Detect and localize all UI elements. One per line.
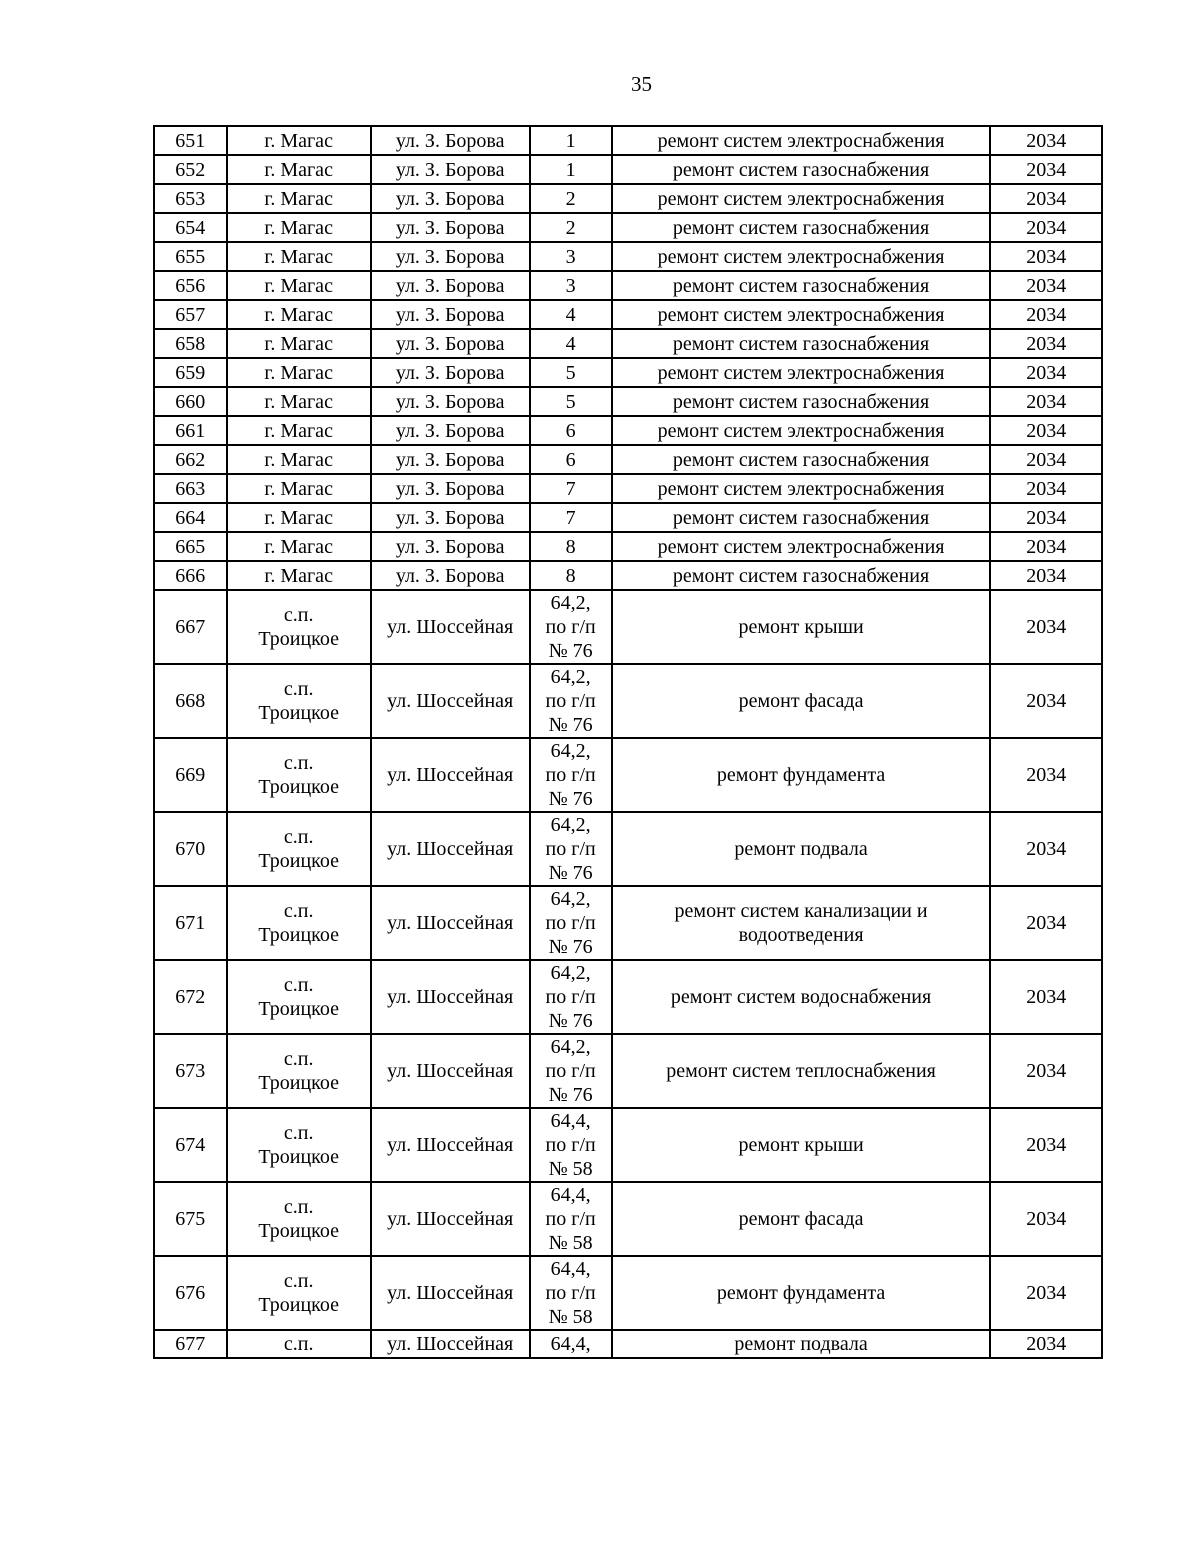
settlement-cell-line: Троицкое bbox=[258, 702, 339, 724]
table-row bbox=[154, 300, 1102, 329]
table-row bbox=[154, 242, 1102, 271]
table-row bbox=[154, 960, 1102, 1034]
house-number-cell-line: по г/п bbox=[545, 1134, 596, 1156]
house-number-cell bbox=[530, 271, 612, 300]
row-number-cell: 676 bbox=[154, 1256, 227, 1330]
work-type-cell-line: ремонт систем электроснабжения bbox=[657, 535, 945, 558]
settlement-cell: г. Магас bbox=[227, 416, 371, 445]
street-cell: ул. З. Борова bbox=[371, 242, 530, 271]
work-type-cell-line: ремонт систем газоснабжения bbox=[672, 216, 930, 239]
house-number-cell-line: 6 bbox=[565, 419, 576, 442]
year-cell: 2034 bbox=[990, 960, 1102, 1034]
work-type-cell bbox=[612, 387, 991, 416]
work-type-cell-line: ремонт систем газоснабжения bbox=[672, 506, 930, 529]
street-cell: ул. Шоссейная bbox=[371, 664, 530, 738]
street-cell: ул. З. Борова bbox=[371, 503, 530, 532]
street-cell: ул. З. Борова bbox=[371, 271, 530, 300]
table-row bbox=[154, 126, 1102, 155]
house-number-cell-line: 2 bbox=[565, 187, 576, 210]
row-number-cell: 651 bbox=[154, 126, 227, 155]
house-number-cell bbox=[530, 184, 612, 213]
year-cell: 2034 bbox=[990, 886, 1102, 960]
table-row bbox=[154, 1256, 1102, 1330]
house-number-cell bbox=[530, 664, 612, 738]
year-cell: 2034 bbox=[990, 1182, 1102, 1256]
work-type-cell bbox=[612, 213, 991, 242]
street-cell: ул. З. Борова bbox=[371, 387, 530, 416]
settlement-cell bbox=[227, 886, 371, 960]
settlement-cell: г. Магас bbox=[227, 155, 371, 184]
year-cell: 2034 bbox=[990, 812, 1102, 886]
year-cell: 2034 bbox=[990, 213, 1102, 242]
row-number-cell: 669 bbox=[154, 738, 227, 812]
house-number-cell-line: 64,2, bbox=[550, 740, 591, 762]
year-cell: 2034 bbox=[990, 126, 1102, 155]
street-cell: ул. Шоссейная bbox=[371, 1108, 530, 1182]
settlement-cell-line: Троицкое bbox=[258, 1146, 339, 1168]
house-number-cell bbox=[530, 300, 612, 329]
work-type-cell bbox=[612, 1256, 991, 1330]
house-number-cell-line: 64,4, bbox=[550, 1110, 591, 1132]
work-type-cell-line: ремонт систем газоснабжения bbox=[672, 158, 930, 181]
work-type-cell bbox=[612, 300, 991, 329]
work-type-cell bbox=[612, 329, 991, 358]
street-cell: ул. З. Борова bbox=[371, 416, 530, 445]
year-cell: 2034 bbox=[990, 532, 1102, 561]
work-type-cell bbox=[612, 1182, 991, 1256]
settlement-cell-line: с.п. bbox=[283, 1048, 314, 1070]
year-cell: 2034 bbox=[990, 474, 1102, 503]
house-number-cell-line: 3 bbox=[565, 274, 576, 297]
settlement-cell-line: с.п. bbox=[283, 1196, 314, 1218]
house-number-cell-line: № 76 bbox=[548, 714, 593, 736]
house-number-cell-line: по г/п bbox=[545, 986, 596, 1008]
year-cell: 2034 bbox=[990, 184, 1102, 213]
settlement-cell: г. Магас bbox=[227, 561, 371, 590]
work-type-cell-line: ремонт систем электроснабжения bbox=[657, 129, 945, 152]
work-type-cell-line: ремонт систем электроснабжения bbox=[657, 477, 945, 500]
house-number-cell-line: 1 bbox=[565, 158, 576, 181]
row-number-cell: 660 bbox=[154, 387, 227, 416]
street-cell: ул. Шоссейная bbox=[371, 960, 530, 1034]
table-row bbox=[154, 1034, 1102, 1108]
table-row bbox=[154, 271, 1102, 300]
year-cell: 2034 bbox=[990, 271, 1102, 300]
year-cell: 2034 bbox=[990, 329, 1102, 358]
street-cell: ул. З. Борова bbox=[371, 300, 530, 329]
work-type-cell bbox=[612, 1330, 991, 1358]
settlement-cell bbox=[227, 1256, 371, 1330]
year-cell: 2034 bbox=[990, 300, 1102, 329]
settlement-cell-line: Троицкое bbox=[258, 850, 339, 872]
house-number-cell-line: 64,2, bbox=[550, 814, 591, 836]
house-number-cell bbox=[530, 738, 612, 812]
street-cell: ул. Шоссейная bbox=[371, 1034, 530, 1108]
house-number-cell bbox=[530, 358, 612, 387]
house-number-cell bbox=[530, 474, 612, 503]
house-number-cell bbox=[530, 1182, 612, 1256]
work-type-cell bbox=[612, 184, 991, 213]
house-number-cell-line: 8 bbox=[565, 535, 576, 558]
table-row bbox=[154, 184, 1102, 213]
house-number-cell-line: № 76 bbox=[548, 1010, 593, 1032]
table-row bbox=[154, 387, 1102, 416]
row-number-cell: 672 bbox=[154, 960, 227, 1034]
settlement-cell-line: с.п. bbox=[283, 678, 314, 700]
street-cell: ул. Шоссейная bbox=[371, 1330, 530, 1358]
house-number-cell-line: 64,2, bbox=[550, 592, 591, 614]
row-number-cell: 677 bbox=[154, 1330, 227, 1358]
house-number-cell bbox=[530, 503, 612, 532]
settlement-cell: г. Магас bbox=[227, 329, 371, 358]
settlement-cell: г. Магас bbox=[227, 213, 371, 242]
house-number-cell bbox=[530, 213, 612, 242]
house-number-cell bbox=[530, 445, 612, 474]
settlement-cell-line: с.п. bbox=[283, 1122, 314, 1144]
table-row bbox=[154, 155, 1102, 184]
settlement-cell bbox=[227, 1182, 371, 1256]
street-cell: ул. Шоссейная bbox=[371, 812, 530, 886]
street-cell: ул. Шоссейная bbox=[371, 1182, 530, 1256]
work-type-cell-line: ремонт фасада bbox=[738, 690, 864, 712]
settlement-cell: г. Магас bbox=[227, 474, 371, 503]
house-number-cell bbox=[530, 590, 612, 664]
house-number-cell-line: 64,2, bbox=[550, 962, 591, 984]
settlement-cell bbox=[227, 812, 371, 886]
work-type-cell bbox=[612, 271, 991, 300]
settlement-cell-line: Троицкое bbox=[258, 1220, 339, 1242]
work-type-cell-line: ремонт систем электроснабжения bbox=[657, 187, 945, 210]
work-type-cell-line: ремонт крыши bbox=[738, 1134, 864, 1156]
house-number-cell bbox=[530, 886, 612, 960]
house-number-cell-line: по г/п bbox=[545, 690, 596, 712]
work-type-cell bbox=[612, 590, 991, 664]
row-number-cell: 675 bbox=[154, 1182, 227, 1256]
work-type-cell-line: ремонт фундамента bbox=[716, 1282, 886, 1304]
house-number-cell-line: 64,4, bbox=[550, 1258, 591, 1280]
row-number-cell: 652 bbox=[154, 155, 227, 184]
house-number-cell-line: 3 bbox=[565, 245, 576, 268]
table-row bbox=[154, 1108, 1102, 1182]
row-number-cell: 653 bbox=[154, 184, 227, 213]
settlement-cell bbox=[227, 738, 371, 812]
street-cell: ул. З. Борова bbox=[371, 126, 530, 155]
row-number-cell: 671 bbox=[154, 886, 227, 960]
house-number-cell-line: 6 bbox=[565, 448, 576, 471]
settlement-cell-line: с.п. bbox=[283, 752, 314, 774]
year-cell: 2034 bbox=[990, 358, 1102, 387]
street-cell: ул. З. Борова bbox=[371, 358, 530, 387]
street-cell: ул. Шоссейная bbox=[371, 738, 530, 812]
work-type-cell bbox=[612, 561, 991, 590]
work-type-cell bbox=[612, 155, 991, 184]
row-number-cell: 661 bbox=[154, 416, 227, 445]
house-number-cell bbox=[530, 561, 612, 590]
settlement-cell: г. Магас bbox=[227, 126, 371, 155]
work-type-cell bbox=[612, 532, 991, 561]
settlement-cell: г. Магас bbox=[227, 532, 371, 561]
year-cell: 2034 bbox=[990, 664, 1102, 738]
house-number-cell bbox=[530, 960, 612, 1034]
street-cell: ул. Шоссейная bbox=[371, 886, 530, 960]
house-number-cell-line: 5 bbox=[565, 361, 576, 384]
work-type-cell-line: ремонт систем газоснабжения bbox=[672, 332, 930, 355]
house-number-cell-line: по г/п bbox=[545, 838, 596, 860]
work-type-cell bbox=[612, 664, 991, 738]
work-type-cell-line: ремонт систем электроснабжения bbox=[657, 303, 945, 326]
house-number-cell-line: по г/п bbox=[545, 1282, 596, 1304]
work-type-cell-line: ремонт подвала bbox=[734, 1333, 868, 1355]
settlement-cell bbox=[227, 960, 371, 1034]
year-cell: 2034 bbox=[990, 416, 1102, 445]
work-type-cell-line: ремонт крыши bbox=[738, 616, 864, 638]
house-number-cell-line: № 76 bbox=[548, 640, 593, 662]
work-type-cell-line: ремонт систем газоснабжения bbox=[672, 390, 930, 413]
street-cell: ул. З. Борова bbox=[371, 184, 530, 213]
work-type-cell-line: ремонт систем электроснабжения bbox=[657, 361, 945, 384]
table-row bbox=[154, 1182, 1102, 1256]
house-number-cell bbox=[530, 416, 612, 445]
street-cell: ул. З. Борова bbox=[371, 155, 530, 184]
street-cell: ул. З. Борова bbox=[371, 532, 530, 561]
work-type-cell bbox=[612, 242, 991, 271]
work-type-cell-line: ремонт систем газоснабжения bbox=[672, 274, 930, 297]
house-number-cell bbox=[530, 242, 612, 271]
table-row bbox=[154, 329, 1102, 358]
house-number-cell-line: № 58 bbox=[548, 1306, 593, 1328]
settlement-cell-line: Троицкое bbox=[258, 628, 339, 650]
settlement-cell-line: с.п. bbox=[283, 974, 314, 996]
year-cell: 2034 bbox=[990, 738, 1102, 812]
settlement-cell bbox=[227, 590, 371, 664]
settlement-cell: г. Магас bbox=[227, 445, 371, 474]
street-cell: ул. З. Борова bbox=[371, 445, 530, 474]
work-type-cell-line: ремонт подвала bbox=[734, 838, 868, 860]
settlement-cell: г. Магас bbox=[227, 358, 371, 387]
settlement-cell-line: с.п. bbox=[283, 900, 314, 922]
table-row bbox=[154, 474, 1102, 503]
house-number-cell-line: 64,2, bbox=[550, 1036, 591, 1058]
street-cell: ул. З. Борова bbox=[371, 213, 530, 242]
table-row bbox=[154, 812, 1102, 886]
settlement-cell-line: с.п. bbox=[283, 1270, 314, 1292]
house-number-cell-line: № 76 bbox=[548, 1084, 593, 1106]
settlement-cell-line: Троицкое bbox=[258, 998, 339, 1020]
row-number-cell: 654 bbox=[154, 213, 227, 242]
year-cell: 2034 bbox=[990, 445, 1102, 474]
house-number-cell bbox=[530, 155, 612, 184]
street-cell: ул. З. Борова bbox=[371, 329, 530, 358]
work-type-cell bbox=[612, 503, 991, 532]
row-number-cell: 662 bbox=[154, 445, 227, 474]
work-type-cell-line: ремонт фасада bbox=[738, 1208, 864, 1230]
table-row bbox=[154, 590, 1102, 664]
table-row bbox=[154, 416, 1102, 445]
work-type-cell-line: ремонт систем водоснабжения bbox=[670, 986, 932, 1008]
work-type-cell bbox=[612, 812, 991, 886]
street-cell: ул. З. Борова bbox=[371, 474, 530, 503]
house-number-cell-line: № 76 bbox=[548, 862, 593, 884]
settlement-cell-line: с.п. bbox=[283, 604, 314, 626]
work-type-cell bbox=[612, 474, 991, 503]
house-number-cell bbox=[530, 1330, 612, 1358]
settlement-cell bbox=[227, 1108, 371, 1182]
settlement-cell: г. Магас bbox=[227, 503, 371, 532]
house-number-cell-line: 4 bbox=[565, 332, 576, 355]
row-number-cell: 668 bbox=[154, 664, 227, 738]
table-body bbox=[154, 126, 1102, 1358]
house-number-cell-line: 5 bbox=[565, 390, 576, 413]
row-number-cell: 663 bbox=[154, 474, 227, 503]
row-number-cell: 658 bbox=[154, 329, 227, 358]
table-row bbox=[154, 1330, 1102, 1358]
settlement-cell bbox=[227, 664, 371, 738]
house-number-cell-line: № 76 bbox=[548, 936, 593, 958]
house-number-cell-line: 64,2, bbox=[550, 888, 591, 910]
house-number-cell-line: 64,2, bbox=[550, 666, 591, 688]
row-number-cell: 670 bbox=[154, 812, 227, 886]
work-type-cell bbox=[612, 445, 991, 474]
year-cell: 2034 bbox=[990, 503, 1102, 532]
table-row bbox=[154, 445, 1102, 474]
work-type-cell-line: ремонт систем газоснабжения bbox=[672, 448, 930, 471]
work-type-cell bbox=[612, 416, 991, 445]
house-number-cell bbox=[530, 126, 612, 155]
house-number-cell-line: № 58 bbox=[548, 1158, 593, 1180]
house-number-cell-line: по г/п bbox=[545, 912, 596, 934]
work-type-cell-line: ремонт систем канализации и bbox=[674, 900, 928, 922]
house-number-cell bbox=[530, 812, 612, 886]
house-number-cell-line: № 76 bbox=[548, 788, 593, 810]
house-number-cell bbox=[530, 387, 612, 416]
row-number-cell: 659 bbox=[154, 358, 227, 387]
repair-schedule-table bbox=[153, 125, 1103, 1359]
house-number-cell-line: по г/п bbox=[545, 764, 596, 786]
table-row bbox=[154, 532, 1102, 561]
house-number-cell-line: 7 bbox=[565, 506, 576, 529]
settlement-cell: г. Магас bbox=[227, 387, 371, 416]
work-type-cell-line: ремонт фундамента bbox=[716, 764, 886, 786]
year-cell: 2034 bbox=[990, 1256, 1102, 1330]
settlement-cell: г. Магас bbox=[227, 300, 371, 329]
work-type-cell-line: ремонт систем газоснабжения bbox=[672, 564, 930, 587]
table-row bbox=[154, 213, 1102, 242]
settlement-cell-line: Троицкое bbox=[258, 924, 339, 946]
house-number-cell-line: по г/п bbox=[545, 1208, 596, 1230]
table-row bbox=[154, 664, 1102, 738]
row-number-cell: 673 bbox=[154, 1034, 227, 1108]
work-type-cell bbox=[612, 1108, 991, 1182]
row-number-cell: 674 bbox=[154, 1108, 227, 1182]
house-number-cell-line: 1 bbox=[565, 129, 576, 152]
house-number-cell-line: 8 bbox=[565, 564, 576, 587]
house-number-cell bbox=[530, 532, 612, 561]
row-number-cell: 664 bbox=[154, 503, 227, 532]
table-row bbox=[154, 738, 1102, 812]
settlement-cell: г. Магас bbox=[227, 242, 371, 271]
year-cell: 2034 bbox=[990, 1108, 1102, 1182]
work-type-cell bbox=[612, 886, 991, 960]
table-row bbox=[154, 503, 1102, 532]
house-number-cell-line: по г/п bbox=[545, 616, 596, 638]
settlement-cell-line: Троицкое bbox=[258, 776, 339, 798]
settlement-cell-line: с.п. bbox=[283, 1333, 314, 1355]
house-number-cell-line: 4 bbox=[565, 303, 576, 326]
house-number-cell-line: 64,4, bbox=[550, 1184, 591, 1206]
year-cell: 2034 bbox=[990, 387, 1102, 416]
year-cell: 2034 bbox=[990, 242, 1102, 271]
house-number-cell bbox=[530, 1108, 612, 1182]
settlement-cell-line: Троицкое bbox=[258, 1294, 339, 1316]
year-cell: 2034 bbox=[990, 561, 1102, 590]
work-type-cell-line: ремонт систем электроснабжения bbox=[657, 245, 945, 268]
work-type-cell bbox=[612, 358, 991, 387]
row-number-cell: 656 bbox=[154, 271, 227, 300]
street-cell: ул. З. Борова bbox=[371, 561, 530, 590]
year-cell: 2034 bbox=[990, 1034, 1102, 1108]
row-number-cell: 655 bbox=[154, 242, 227, 271]
row-number-cell: 667 bbox=[154, 590, 227, 664]
settlement-cell bbox=[227, 1330, 371, 1358]
work-type-cell bbox=[612, 738, 991, 812]
house-number-cell bbox=[530, 1034, 612, 1108]
work-type-cell-line: водоотведения bbox=[738, 924, 864, 946]
table-row bbox=[154, 358, 1102, 387]
house-number-cell-line: 64,4, bbox=[550, 1333, 591, 1355]
work-type-cell-line: ремонт систем электроснабжения bbox=[657, 419, 945, 442]
settlement-cell: г. Магас bbox=[227, 184, 371, 213]
house-number-cell-line: по г/п bbox=[545, 1060, 596, 1082]
row-number-cell: 666 bbox=[154, 561, 227, 590]
house-number-cell bbox=[530, 329, 612, 358]
year-cell: 2034 bbox=[990, 1330, 1102, 1358]
work-type-cell bbox=[612, 126, 991, 155]
settlement-cell-line: с.п. bbox=[283, 826, 314, 848]
work-type-cell bbox=[612, 1034, 991, 1108]
house-number-cell-line: № 58 bbox=[548, 1232, 593, 1254]
year-cell: 2034 bbox=[990, 155, 1102, 184]
year-cell: 2034 bbox=[990, 590, 1102, 664]
street-cell: ул. Шоссейная bbox=[371, 1256, 530, 1330]
work-type-cell-line: ремонт систем теплоснабжения bbox=[666, 1060, 936, 1082]
row-number-cell: 665 bbox=[154, 532, 227, 561]
house-number-cell-line: 7 bbox=[565, 477, 576, 500]
work-type-cell bbox=[612, 960, 991, 1034]
street-cell: ул. Шоссейная bbox=[371, 590, 530, 664]
settlement-cell bbox=[227, 1034, 371, 1108]
settlement-cell-line: Троицкое bbox=[258, 1072, 339, 1094]
table-row bbox=[154, 561, 1102, 590]
settlement-cell: г. Магас bbox=[227, 271, 371, 300]
row-number-cell: 657 bbox=[154, 300, 227, 329]
house-number-cell-line: 2 bbox=[565, 216, 576, 239]
page-number: 35 bbox=[631, 72, 652, 96]
house-number-cell bbox=[530, 1256, 612, 1330]
table-row bbox=[154, 886, 1102, 960]
